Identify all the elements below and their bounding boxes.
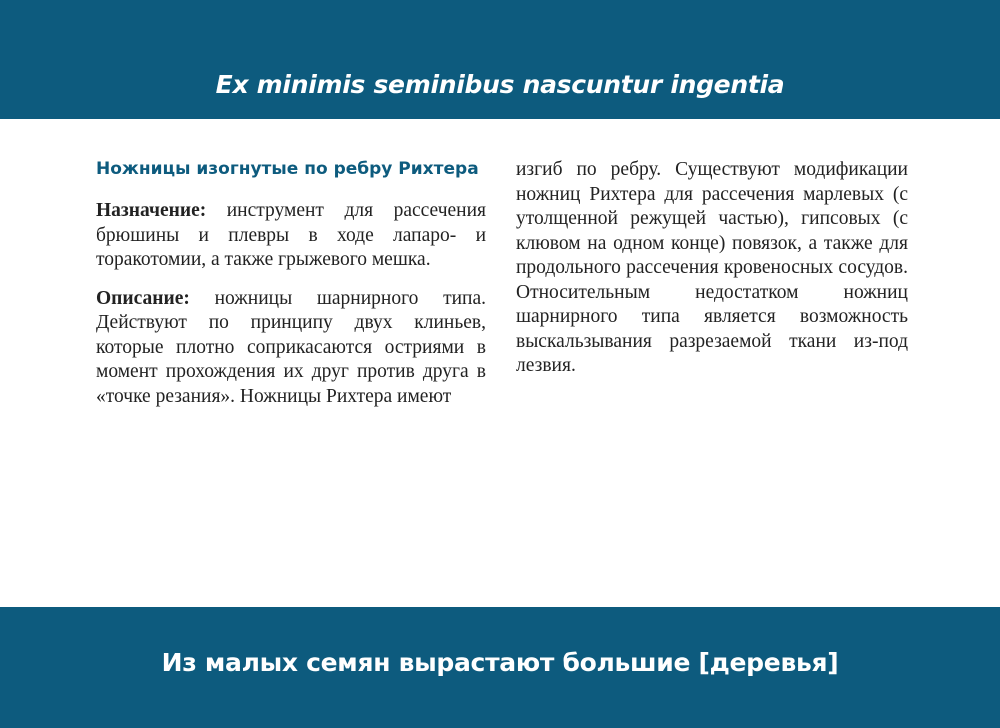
motto-translation: Из малых семян вырастают большие [деревья] — [161, 648, 839, 677]
right-column — [516, 158, 908, 379]
latin-motto: Ex minimis seminibus nascuntur ingentia — [215, 70, 785, 99]
description-label: Описание: — [96, 287, 190, 309]
purpose-paragraph — [96, 199, 486, 273]
purpose-label: Назначение: — [96, 200, 207, 221]
article-title: Ножницы изогнутые по ребру Рихтера — [96, 159, 479, 179]
description-paragraph — [96, 287, 486, 410]
header-band — [0, 0, 1000, 119]
description-continuation: изгиб по ребру. Существуют модификации ножниц Рихтера для рассечения марлевых (с утолщенной режущей частью), гипсовых (с клювом на одном конце) повязок, а также для продольного рассечения кровеносных сосудов. Относительным недостатком ножниц шарнирного типа является возможность выскальзывания разрезаемой ткани из-под лезвия. — [516, 159, 908, 376]
purpose-text: инструмент для рассечения брюшины и плевры в ходе лапаро- и торакотомии, а также грыжевого мешка. — [96, 200, 486, 270]
left-column — [96, 157, 486, 423]
description-text-left: ножницы шарнирного типа. Действуют по принципу двух клиньев, которые плотно соприкасаются остриями в момент прохождения их друг против друга в «точке резания». Ножницы Рихтера имеют — [96, 287, 486, 407]
footer-band — [0, 607, 1000, 728]
